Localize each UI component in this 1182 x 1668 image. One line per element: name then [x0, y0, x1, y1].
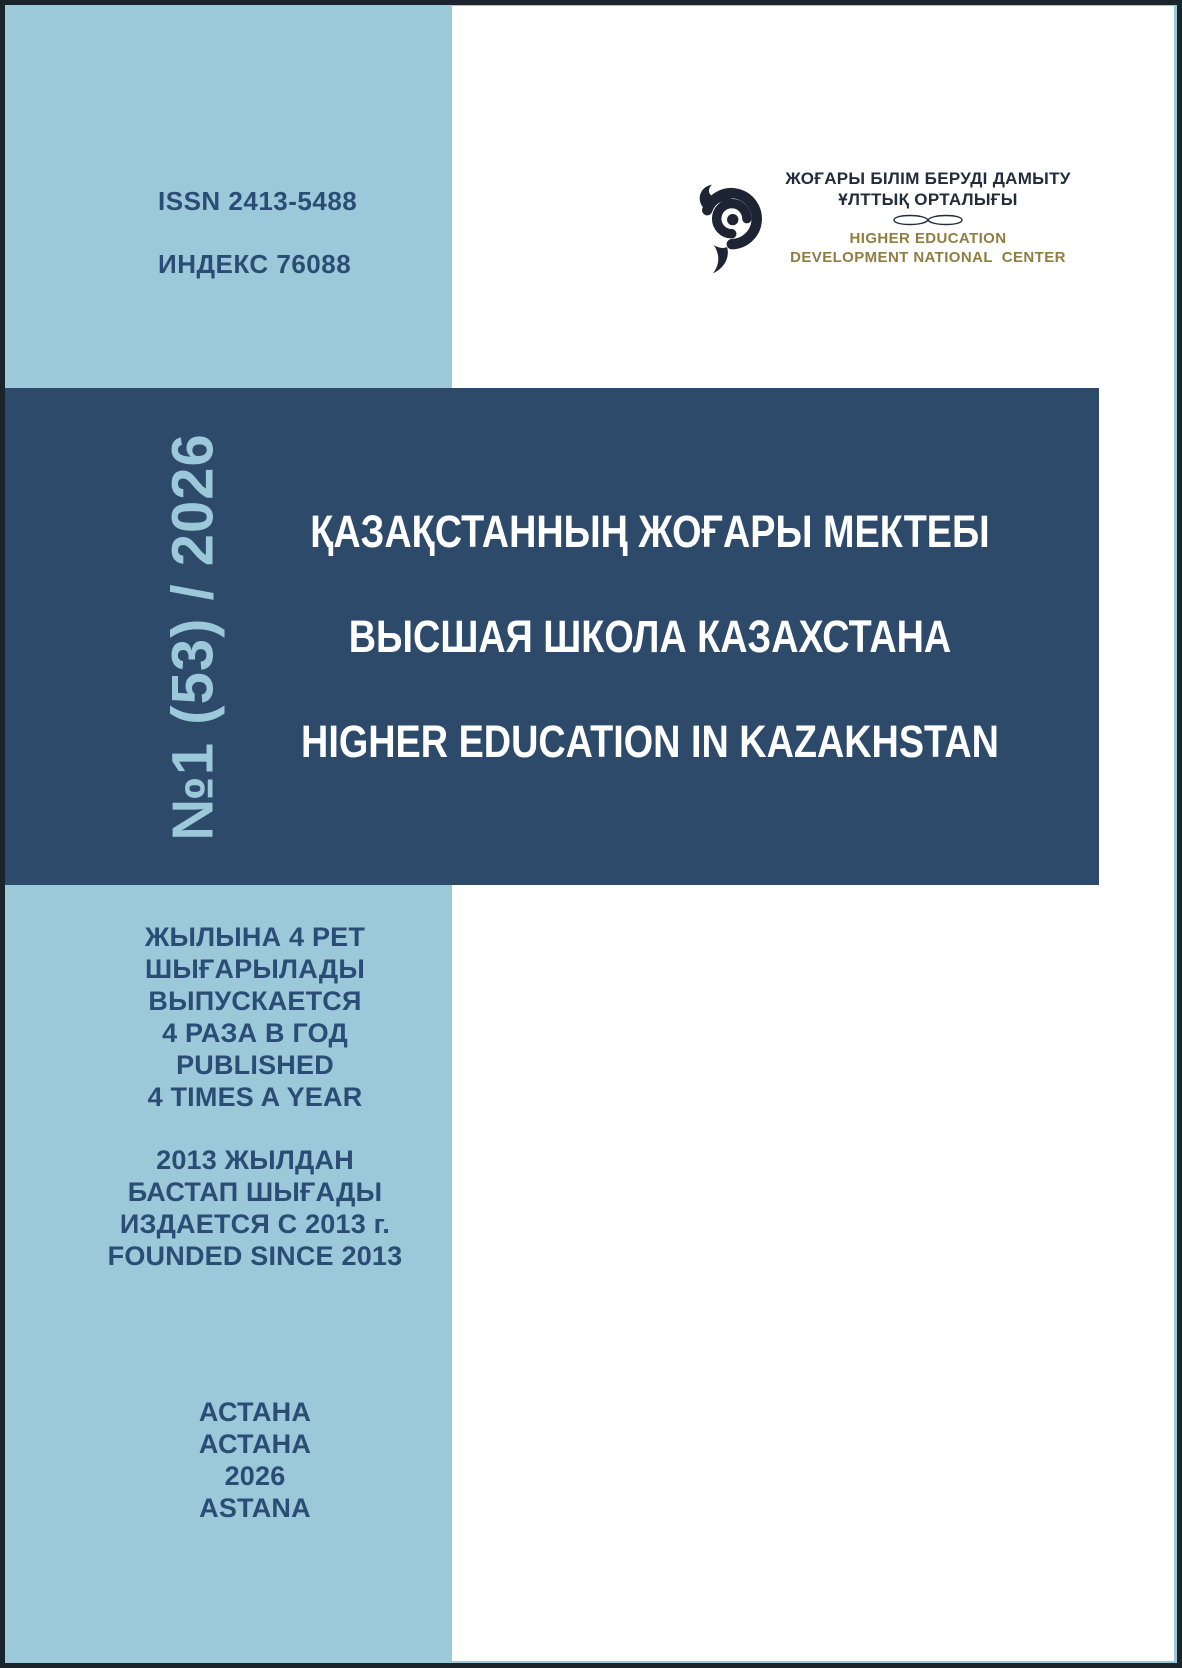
founded-note: [40, 1144, 470, 1272]
frequency-line: PUBLISHED: [176, 1050, 334, 1080]
journal-title-ru: ВЫСШАЯ ШКОЛА КАЗАХСТАНА: [348, 611, 952, 662]
imprint-line: АСТАНА: [198, 1397, 312, 1427]
imprint: [40, 1396, 470, 1524]
center-logo-text: [772, 168, 1084, 285]
infinity-ornament-icon: [888, 213, 968, 227]
center-logo: [694, 168, 1094, 285]
issue-number-text: №1 (53) / 2026: [160, 432, 226, 841]
imprint-line: 2026: [224, 1461, 286, 1491]
catalog-index: ИНДЕКС 76088: [158, 249, 352, 279]
frequency-line: ВЫПУСКАЕТСЯ: [148, 986, 362, 1016]
kazakh-ornament-emblem-icon: [694, 180, 762, 285]
founded-line: FOUNDED SINCE 2013: [107, 1241, 403, 1271]
issn-number: ISSN 2413-5488: [158, 186, 358, 216]
issue-number-vertical: [123, 388, 263, 885]
founded-line: 2013 ЖЫЛДАН: [156, 1145, 354, 1175]
frequency-line: 4 РАЗА В ГОД: [162, 1018, 348, 1048]
center-name-kk-line2: ҰЛТТЫҚ ОРТАЛЫҒЫ: [838, 190, 1018, 209]
center-name-en-line2: DEVELOPMENT NATIONAL CENTER: [790, 249, 1066, 266]
journal-title-en: HIGHER EDUCATION IN KAZAKHSTAN: [301, 716, 999, 767]
founded-line: ИЗДАЕТСЯ С 2013 г.: [119, 1209, 391, 1239]
center-name-kk-line1: ЖОҒАРЫ БІЛІМ БЕРУДІ ДАМЫТУ: [785, 169, 1071, 188]
frequency-line: ШЫҒАРЫЛАДЫ: [145, 954, 365, 984]
frequency-line: ЖЫЛЫНА 4 РЕТ: [144, 922, 366, 952]
imprint-line: АСТАНА: [198, 1429, 312, 1459]
frequency-note: [40, 921, 470, 1113]
center-name-en-line1: HIGHER EDUCATION: [849, 230, 1007, 247]
journal-title-kk: ҚАЗАҚСТАННЫҢ ЖОҒАРЫ МЕКТЕБІ: [310, 506, 990, 557]
imprint-line: ASTANA: [199, 1493, 311, 1523]
founded-line: БАСТАП ШЫҒАДЫ: [127, 1177, 383, 1207]
frequency-line: 4 TIMES A YEAR: [147, 1082, 363, 1112]
